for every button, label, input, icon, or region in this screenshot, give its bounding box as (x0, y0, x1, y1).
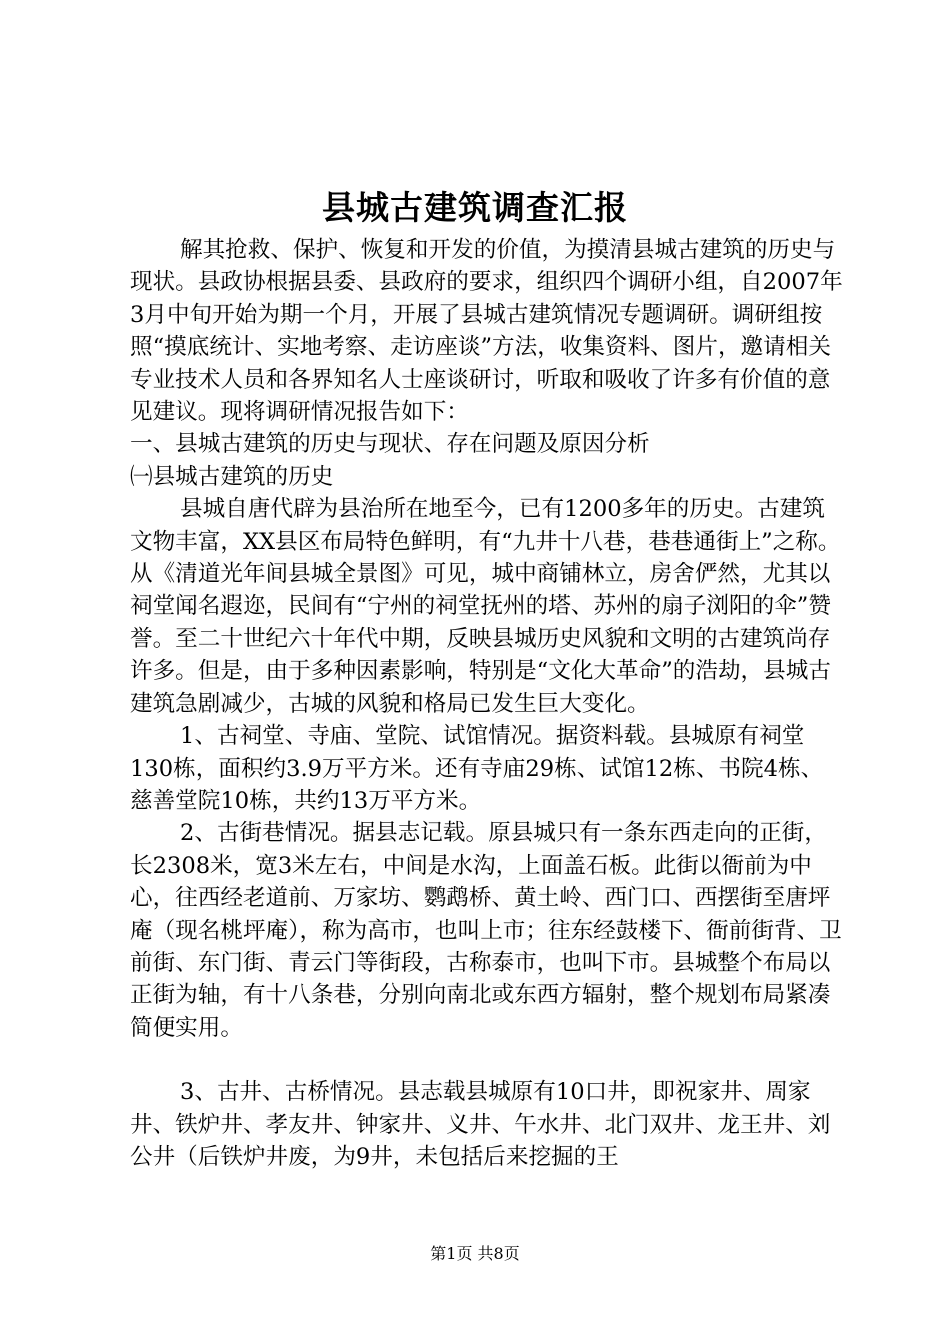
subsection-heading: ㈠县城古建筑的历史 (130, 463, 334, 490)
item-3-paragraph: 3、古井、古桥情况。县志载县城原有10口井，即祝家井、周家井、铁炉井、孝友井、钟家井、义井、午水井、北门双井、龙王井、刘公井（后铁炉井废，为9井，未包括后来挖掘的王 (130, 1079, 831, 1170)
history-paragraph: 县城自唐代辟为县治所在地至今，已有1200多年的历史。古建筑文物丰富，XX县区布局特色鲜明，有“九井十八巷，巷巷通街上”之称。从《清道光年间县城全景图》可见，城中商铺林立，房舍俨然，尤其以祠堂闻名遐迩，民间有“宁州的祠堂抚州的塔、苏州的扇子浏阳的伞”赞誉。至二十世纪六十年代中期，反映县城历史风貌和文明的古建筑尚存许多。但是，由于多种因素影响，特别是“文化大革命”的浩劫，县城古建筑急剧减少，古城的风貌和格局已发生巨大变化。 (130, 496, 841, 717)
document-body (130, 234, 845, 1173)
item-2-paragraph: 2、古街巷情况。据县志记载。原县城只有一条东西走向的正街，长2308米，宽3米左右，中间是水沟，上面盖石板。此街以衙前为中心，往西经老道前、万家坊、鹦鹉桥、黄土岭、西门口、西摆街至唐坪庵（现名桃坪庵），称为高市，也叫上市；往东经鼓楼下、衙前街背、卫前街、东门街、青云门等街段，古称泰市，也叫下市。县城整个布局以正街为轴，有十八条巷，分别向南北或东西方辐射，整个规划布局紧凑简便实用。 (130, 820, 842, 1041)
intro-paragraph: 解其抢救、保护、恢复和开发的价值，为摸清县城古建筑的历史与现状。县政协根据县委、县政府的要求，组织四个调研小组，自2007年3月中旬开始为期一个月，开展了县城古建筑情况专题调研。调研组按照“摸底统计、实地考察、走访座谈”方法，收集资料、图片，邀请相关专业技术人员和各界知名人士座谈研讨，听取和吸收了许多有价值的意见建议。现将调研情况报告如下： (130, 237, 843, 426)
blank-line (130, 1044, 845, 1076)
page-footer: 第1页 共8页 (430, 1244, 520, 1263)
document-title: 县城古建筑调查汇报 (322, 188, 628, 227)
section-heading: 一、县城古建筑的历史与现状、存在问题及原因分析 (130, 431, 650, 458)
item-1-paragraph: 1、古祠堂、寺庙、堂院、试馆情况。据资料载。县城原有祠堂130栋，面积约3.9万平方米。还有寺庙29栋、试馆12栋、书院4栋、慈善堂院10栋，共约13万平方米。 (130, 723, 824, 814)
